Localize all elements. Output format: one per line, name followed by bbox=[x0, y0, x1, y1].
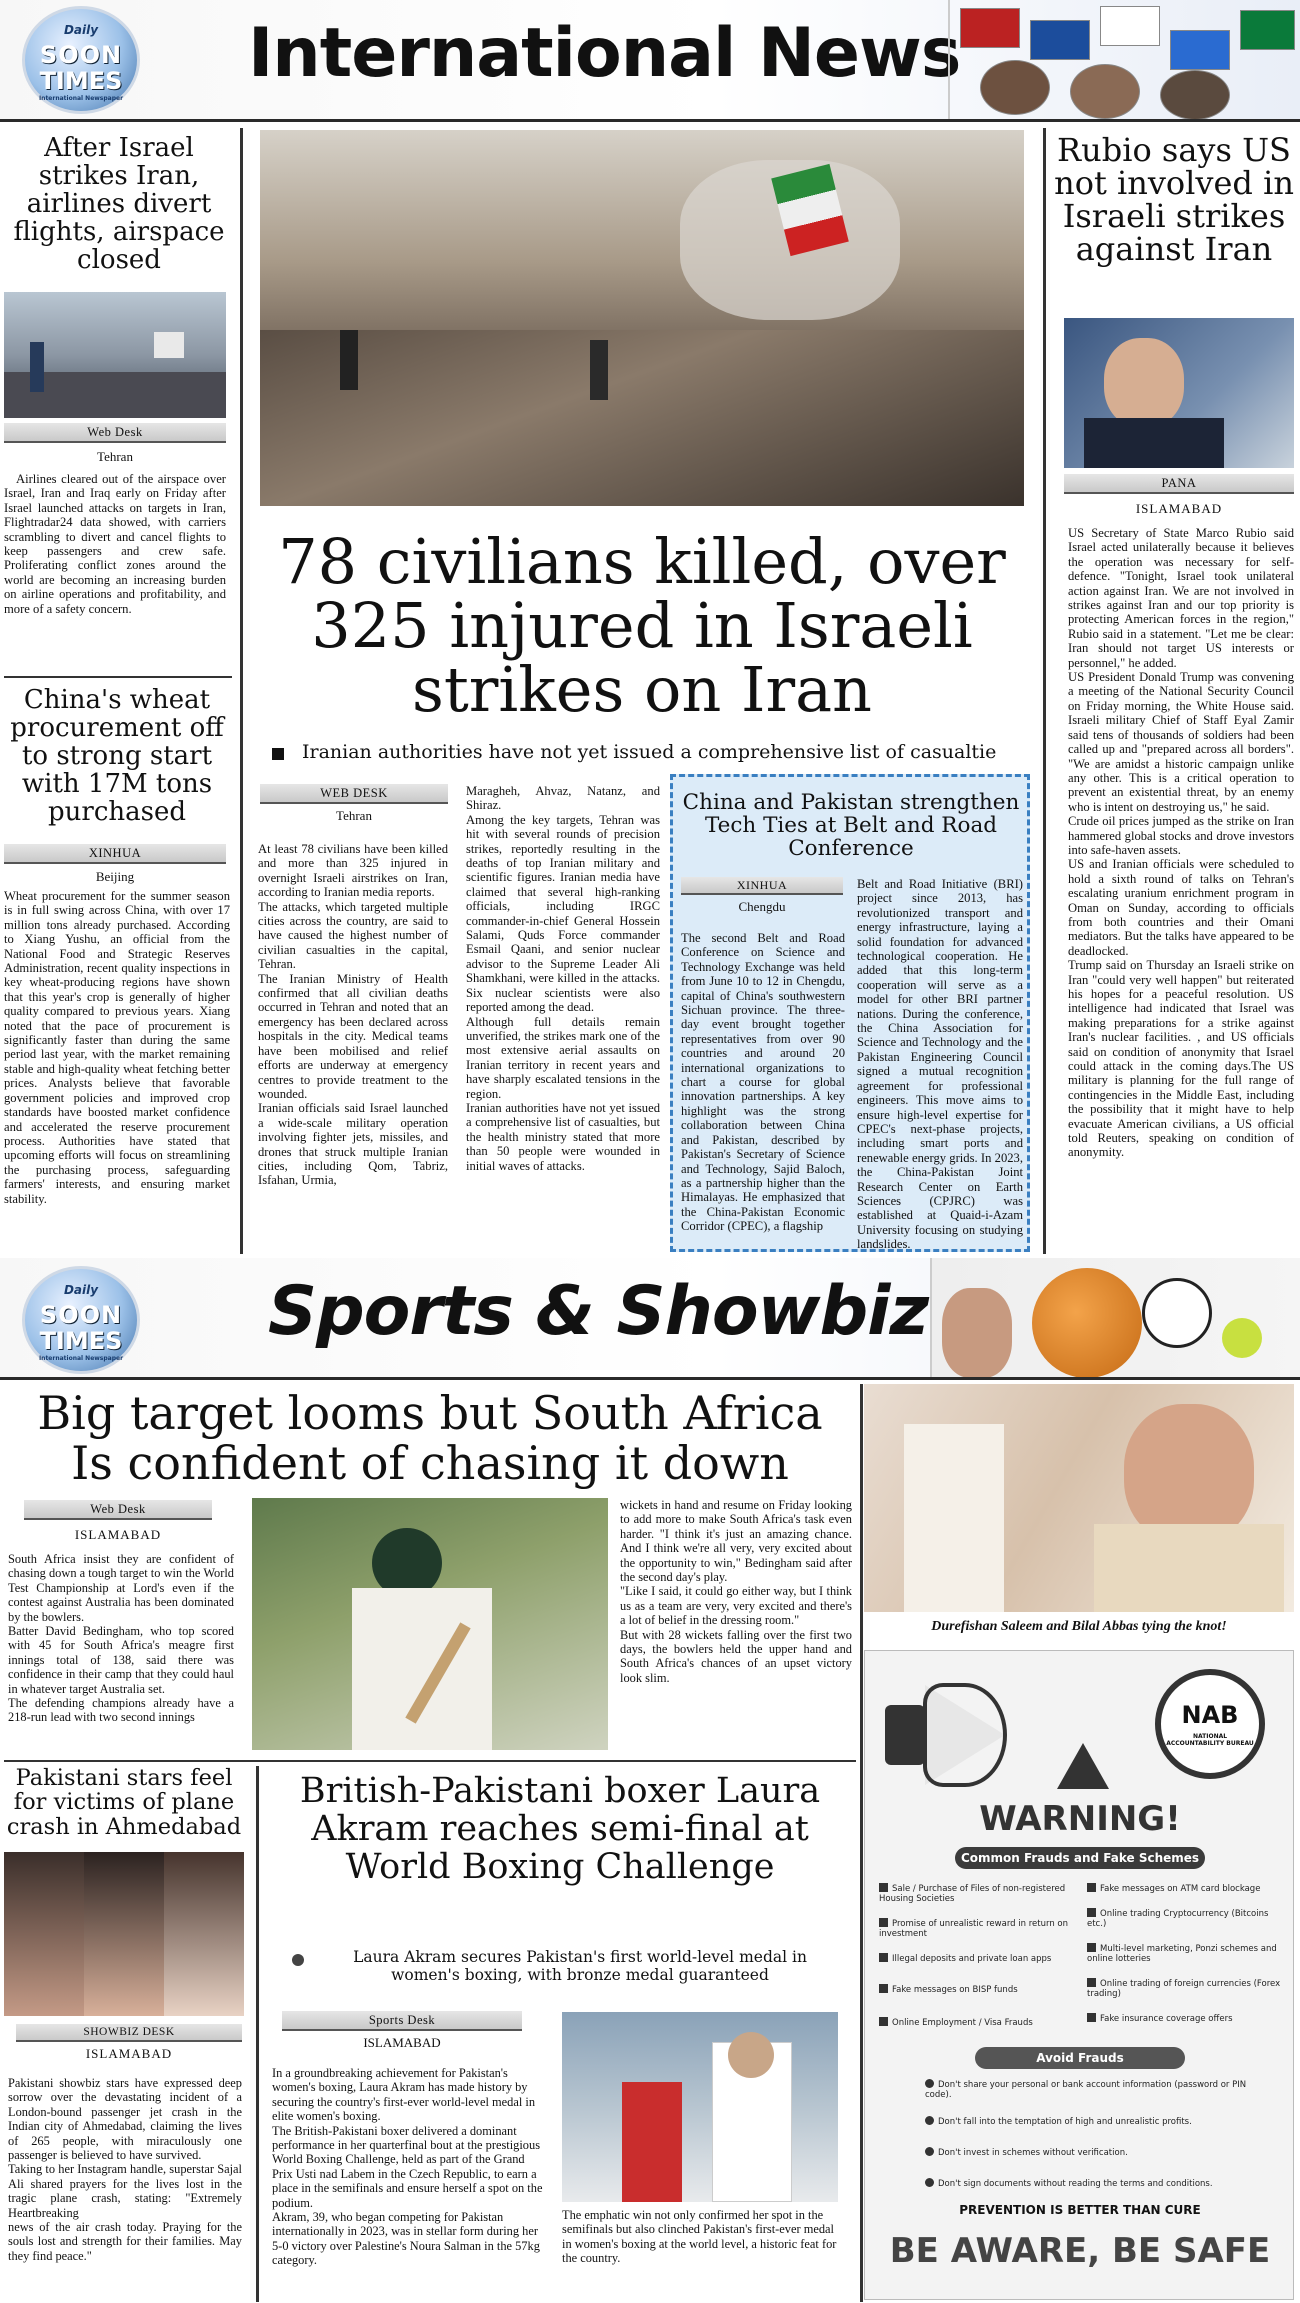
fraud-item: Fake insurance coverage offers bbox=[1087, 2013, 1287, 2024]
dateline-wheat: Beijing bbox=[95, 869, 135, 884]
main-headline: 78 civilians killed, over 325 injured in Israeli strikes on Iran bbox=[278, 525, 1006, 726]
masthead-banner bbox=[0, 0, 1300, 122]
section-title-sports: Sports & Showbiz bbox=[268, 1272, 929, 1351]
avoid-item: Don't share your personal or bank account information (password or PIN code). bbox=[925, 2080, 1247, 2100]
newspaper-logo: Daily SOON TIMES International Newspaper bbox=[22, 6, 140, 114]
article-rubio-body: US Secretary of State Marco Rubio said Israel acted unilaterally because it believes the operation was necessary for self-defence. "Tonight, Israel took unilateral action against Iran. We are not involved in strikes against Iran and our top priority is protecting American forces in the region," Rubio said in a statement. "Let me be clear: Iran should not target US interests or personnel," he added. US President Donald Trump was convening a meeting of the National Security Council on Friday morning, the White House said. Israeli military Chief of Staff Eyal Zamir said tens of thousands of soldiers had been called up and "prepared across all borders". "We are amidst a historic campaign unlike any other. This is a critical operation to prevent an existential threat, by an enemy who is intent on destroying us," he said. Crude oil prices jumped as the strike on Iran hammered global stocks and drove investors into safe-haven assets. US and Iranian officials were scheduled to hold a sixth round of talks on Tehran's escalating uranium enrichment program in Oman on Sunday, according to officials from both countries and their Omani mediators. But the talks have appeared to be deadlocked. Trump said on Thursday an Israeli strike on Iran "could very well happen" but reiterated his hopes for a peaceful resolution. US intelligence had indicated that Israel was making preparations for a strike against Iran's nuclear facilities. , and US officials said on condition of anonymity that Israel could attack in the coming days.The US military is planning for the full range of contingencies in the Middle East, including the possibility that it might have to help evacuate American civilians, a US official told Reuters, speaking on condition of anonymity. bbox=[1068, 526, 1294, 1160]
china-pakistan-box bbox=[670, 774, 1030, 1252]
flag-icon bbox=[960, 8, 1020, 48]
frauds-left-list bbox=[879, 1883, 1079, 2028]
column-rule bbox=[860, 1384, 863, 2302]
credit-south-africa: Web Desk bbox=[24, 1500, 212, 1520]
dateline-plane-crash: ISLAMABAD bbox=[85, 2046, 173, 2061]
section-title-international: International News bbox=[248, 14, 961, 93]
rubio-photo bbox=[1064, 318, 1294, 468]
credit-china-pakistan: XINHUA bbox=[681, 877, 843, 895]
megaphone-icon bbox=[885, 1675, 1015, 1785]
nab-advertisement bbox=[864, 1650, 1294, 2300]
boxing-photo-caption: The emphatic win not only confirmed her spot in the semifinals but also clinched Pakistan's first-ever medal in women's boxing at the world level, a historic feat for the country. bbox=[562, 2208, 837, 2266]
article-china-pakistan-col1: The second Belt and Road Conference on Science and Technology Exchange was held from June 10 to 12 in Chengdu, capital of China's southwestern Sichuan province. The three-day event brought together representatives from over 90 countries and around 20 international organizations to chart a course for global innovation partnerships. A key highlight was the strong collaboration between China and Pakistan, described by Pakistan's Secretary of Science and Technology, Sajid Baloch, as a partnership higher than the Himalayas. He emphasized that the China-Pakistan Economic Corridor (CPEC), a flagship bbox=[681, 931, 845, 1234]
article-south-africa-col1: South Africa insist they are confident of chasing down a tough target to win the World Test Championship at Lord's even if the contest against Australia has been dominated by the bowlers. Batter David Bedingham, who top scored with 45 for South Africa's meagre first innings total of 138, said there was confidence in their camp that they could haul in whatever target Australia set. The defending champions already have a 218-run lead with two second innings bbox=[8, 1552, 234, 1725]
article-plane-crash-body: Pakistani showbiz stars have expressed deep sorrow over the devastating incident of a London-bound passenger jet crash in the Indian city of Ahmedabad, claiming the lives of 265 people, with miraculously one passenger is believed to have survived. Taking to her Instagram handle, superstar Sajal Ali shared prayers for the lives lost in the tragic plane crash, stating: "Extremely Heartbreaking news of the air crash today. Praying for the souls lost and strength for their families. May they find peace." bbox=[8, 2076, 242, 2263]
avoid-item: Don't invest in schemes without verification. bbox=[925, 2147, 1275, 2158]
fraud-item: Illegal deposits and private loan apps bbox=[879, 1953, 1079, 1964]
fraud-item: Multi-level marketing, Ponzi schemes and online lotteries bbox=[1087, 1944, 1277, 1964]
fraud-item: Promise of unrealistic reward in return on investment bbox=[879, 1919, 1068, 1939]
headline-airlines: After Israel strikes Iran, airlines divert flights, airspace closed bbox=[13, 133, 225, 276]
credit-main: WEB DESK bbox=[260, 784, 448, 804]
divider bbox=[4, 676, 232, 678]
avoid-item: Don't sign documents without reading the terms and conditions. bbox=[925, 2178, 1275, 2189]
boxer-photo bbox=[562, 2012, 838, 2202]
dateline-south-africa: ISLAMABAD bbox=[74, 1527, 162, 1542]
headline-plane-crash: Pakistani stars feel for victims of plane crash in Ahmedabad bbox=[6, 1765, 242, 1840]
divider bbox=[4, 1760, 856, 1762]
avoid-item: Don't fall into the temptation of high and unrealistic profits. bbox=[925, 2116, 1275, 2127]
portrait-icon bbox=[1070, 64, 1140, 119]
dateline-boxing: ISLAMABAD bbox=[363, 2035, 441, 2050]
slogan-text: BE AWARE, BE SAFE bbox=[889, 2231, 1271, 2271]
credit-rubio: PANA bbox=[1064, 474, 1294, 494]
headline-rubio: Rubio says US not involved in Israeli strikes against Iran bbox=[1054, 131, 1294, 268]
fraud-item: Online trading of foreign currencies (Forex trading) bbox=[1087, 1979, 1281, 1999]
main-subhead: Iranian authorities have not yet issued a comprehensive list of casualtie bbox=[302, 741, 997, 763]
warning-triangle-icon bbox=[1057, 1743, 1109, 1789]
avoid-title: Avoid Frauds bbox=[975, 2047, 1185, 2069]
frauds-title: Common Frauds and Fake Schemes bbox=[955, 1847, 1205, 1869]
airport-photo bbox=[4, 292, 226, 418]
leaders-collage bbox=[948, 0, 1300, 120]
dateline-main: Tehran bbox=[336, 808, 372, 823]
dateline-rubio: ISLAMABAD bbox=[1135, 501, 1223, 516]
headline-south-africa: Big target looms but South Africa Is confident of chasing it down bbox=[37, 1386, 823, 1490]
sports-banner bbox=[0, 1258, 1300, 1380]
flag-icon bbox=[1030, 20, 1090, 60]
article-boxing-body: In a groundbreaking achievement for Pakistan's women's boxing, Laura Akram has made history by securing the country's first-ever world-level medal in elite women's boxing. The British-Pakistani boxer delivered a dominant performance in her quarterfinal bout at the prestigious World Boxing Challenge, held as part of the Grand Prix Usti nad Labem in the Czech Republic, to earn a place in the semifinals and ensure herself a spot on the podium. Akram, 39, who began competing for Pakistan internationally in 2023, was in stellar form during her 5-0 victory over Palestine's Noura Salman in the 57kg category. bbox=[272, 2066, 543, 2268]
nab-seal-icon: NAB NATIONAL ACCOUNTABILITY BUREAU bbox=[1155, 1669, 1265, 1779]
newspaper-logo: Daily SOON TIMES International Newspaper bbox=[22, 1266, 140, 1374]
article-airlines-body: Airlines cleared out of the airspace over Israel, Iran and Iraq early on Friday after Israel launched attacks on targets in Iran, Flightradar24 data showed, with carriers scrambling to divert and cancel flights to keep passengers and crew safe. Proliferating conflict zones around the world are becoming an increasing burden on airline operations and profitability, and more of a safety concern. bbox=[4, 472, 226, 616]
fraud-item: Online trading Cryptocurrency (Bitcoins etc.) bbox=[1087, 1909, 1269, 1929]
article-main-col1: At least 78 civilians have been killed and more than 325 injured in overnight Israeli airstrikes on Iran, according to Iranian media reports. The attacks, which targeted multiple cities across the country, are said to have caused the highest number of civilian casualties in the capital, Tehran. The Iranian Ministry of Health confirmed that all civilian deaths occurred in Tehran and noted that an emergency has been declared across hospitals in the city. Medical teams have been mobilised and relief efforts are underway at emergency centres to provide treatment to the wounded. Iranian officials said Israel launched a wide-scale military operation involving fighter jets, missiles, and drones that struck multiple Iranian cities, including Qom, Tabriz, Isfahan, Urmia, bbox=[258, 842, 448, 1188]
boxing-subhead: Laura Akram secures Pakistan's first world-level medal in women's boxing, with bronze medal guaranteed bbox=[353, 1948, 807, 1984]
flag-icon bbox=[1170, 30, 1230, 70]
warning-text: WARNING! bbox=[979, 1799, 1181, 1839]
credit-boxing: Sports Desk bbox=[282, 2011, 522, 2031]
column-rule bbox=[256, 1766, 259, 2302]
cricketer-photo bbox=[252, 1498, 608, 1750]
headline-boxing: British-Pakistani boxer Laura Akram reaches semi-final at World Boxing Challenge bbox=[299, 1771, 821, 1887]
portrait-icon bbox=[942, 1288, 1012, 1378]
prevention-text: PREVENTION IS BETTER THAN CURE bbox=[959, 2203, 1201, 2217]
fraud-item: Online Employment / Visa Frauds bbox=[879, 2017, 1079, 2028]
article-china-pakistan-col2: Belt and Road Initiative (BRI) project since 2013, has revolutionized transport and energy infrastructure, laying a solid foundation for advanced technological cooperation. He added that this long-term cooperation will serve as a model for other BRI partner nations. During the conference, the China Association for Science and Technology and the Pakistan Engineering Council signed a mutual recognition agreement for professional engineers. This move aims to ensure high-level expertise for CPEC's next-phase projects, including smart ports and renewable energy grids. In 2023, the China-Pakistan Joint Research Center on Earth Sciences (CPJRC) was established at Quaid-i-Azam University focusing on studying landslides. bbox=[857, 877, 1023, 1252]
credit-airlines: Web Desk bbox=[4, 423, 226, 443]
wedding-photo bbox=[864, 1384, 1294, 1612]
fraud-item: Fake messages on BISP funds bbox=[879, 1984, 1079, 1995]
fraud-item: Fake messages on ATM card blockage bbox=[1087, 1883, 1287, 1894]
dateline-airlines: Tehran bbox=[97, 449, 133, 464]
tennis-ball-icon bbox=[1222, 1318, 1262, 1358]
column-rule bbox=[240, 128, 243, 1254]
headline-wheat: China's wheat procurement off to strong start with 17M tons purchased bbox=[10, 685, 224, 828]
credit-wheat: XINHUA bbox=[4, 844, 226, 864]
credit-plane-crash: SHOWBIZ DESK bbox=[16, 2024, 242, 2042]
bullet-icon bbox=[292, 1954, 304, 1966]
column-rule bbox=[1043, 128, 1046, 1254]
flag-icon bbox=[1100, 6, 1160, 46]
flag-icon bbox=[1240, 10, 1295, 50]
fraud-item: Sale / Purchase of Files of non-registered Housing Societies bbox=[879, 1884, 1066, 1904]
portrait-icon bbox=[980, 60, 1050, 115]
article-main-col2: Maragheh, Ahvaz, Natanz, and Shiraz. Among the key targets, Tehran was hit with several rounds of precision strikes, reportedly resulting in the deaths of top Iranian military and scientific figures. Iranian media have claimed that several high-ranking officials, including IRGC commander-in-chief General Hossein Salami, Quds Force commander Esmail Qaani, and senior nuclear advisor to the Supreme Leader Ali Shamkhani, were killed in the attacks. Six nuclear scientists were also reported among the dead. Although full details remain unverified, the strikes mark one of the most extensive aerial assaults on Iranian territory in recent years and have sharply escalated tensions in the region. Iranian authorities have not yet issued a comprehensive list of casualties, but the health ministry stated that more than 50 people were wounded in initial waves of attacks. bbox=[466, 784, 660, 1173]
wedding-caption: Durefishan Saleem and Bilal Abbas tying the knot! bbox=[931, 1619, 1227, 1634]
bullet-icon bbox=[272, 748, 284, 760]
avoid-list bbox=[925, 2079, 1275, 2189]
sports-collage bbox=[930, 1258, 1300, 1378]
portrait-icon bbox=[1160, 70, 1230, 120]
frauds-right-list bbox=[1087, 1883, 1287, 2024]
article-wheat-body: Wheat procurement for the summer season is in full swing across China, with over 17 million tons already purchased. According to Xiang Yushu, an official from the National Food and Strategic Reserves Administration, recent quality inspections in key wheat-producing regions have shown that this year's crop is generally of higher quality compared to previous years. Xiang noted that the pace of procurement is significantly faster than during the same period last year, with the market remaining stable and high-quality wheat fetching better prices. Analysts believe that favorable government policies and improved crop standards have boosted market confidence and accelerated the reserve procurement process. Authorities have stated that upcoming efforts will focus on streamlining the purchasing process, safeguarding farmers' interests, and ensuring market stability. bbox=[4, 889, 230, 1206]
actresses-photo bbox=[4, 1852, 244, 2016]
article-south-africa-col2: wickets in hand and resume on Friday looking to add more to make South Africa's task even harder. "I think it's just an amazing chance. And I think we're all very, very excited about the opportunity to win," Bedingham said after the second day's play. "Like I said, it could go either way, but I think us as a team are very, very excited and there's a lot of belief in the dressing room." But with 28 wickets falling over the first two days, the bowlers held the upper hand and South Africa's chances of an upset victory look slim. bbox=[620, 1498, 852, 1685]
basketball-icon bbox=[1032, 1268, 1142, 1378]
dateline-china-pakistan: Chengdu bbox=[738, 899, 786, 914]
headline-china-pakistan: China and Pakistan strengthen Tech Ties at Belt and Road Conference bbox=[682, 790, 1020, 862]
strike-aftermath-photo bbox=[260, 130, 1024, 506]
football-icon bbox=[1142, 1278, 1212, 1348]
